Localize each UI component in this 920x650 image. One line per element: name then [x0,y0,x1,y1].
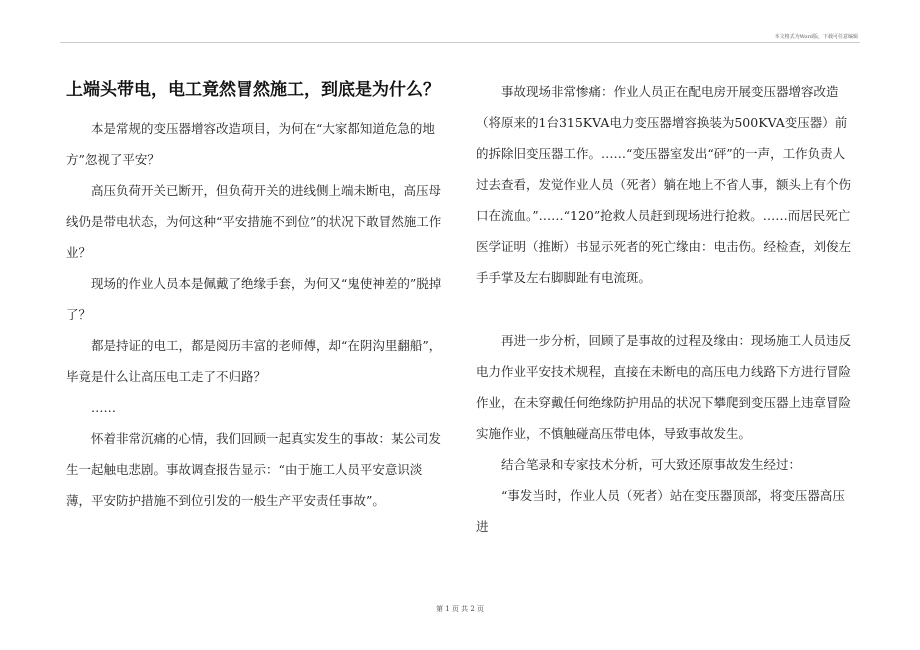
ellipsis-paragraph: …… [91,400,116,415]
paragraph: 高压负荷开关已断开，但负荷开关的进线侧上端未断电，高压母线仍是带电状态，为何这种“平安措施不到位”的状况下敢冒然施工作业？ [66,183,442,260]
right-column [476,76,854,542]
paragraph: 结合笔录和专家技术分析，可大致还原事故发生经过： [501,457,802,472]
paragraph: 本是常规的变压器增容改造项目，为何在“大家都知道危急的地方”忽视了平安？ [66,121,435,167]
paragraph: 都是持证的电工，都是阅历丰富的老师傅，却“在阴沟里翻船”，毕竟是什么让高压电工走了不归路？ [66,338,442,384]
paragraph: “事发当时，作业人员（死者）站在变压器顶部，将变压器高压进 [476,488,845,534]
paragraph: 再进一步分析，回顾了是事故的过程及缘由：现场施工人员违反电力作业平安技术规程，直接在未断电的高压电力线路下方进行冒险作业，在未穿戴任何绝缘防护用品的状况下攀爬到变压器上违章冒险实施作业，不慎触碰高压带电体，导致事故发生。 [476,333,852,441]
left-column [66,76,444,516]
article-title: 上端头带电，电工竟然冒然施工，到底是为什么？ [66,80,440,100]
header-divider [60,42,860,43]
paragraph: 现场的作业人员本是佩戴了绝缘手套，为何又“鬼使神差的”脱掉了？ [66,276,442,322]
header-note: 本文格式为Word版，下载可任意编辑 [774,34,858,40]
paragraph: 怀着非常沉痛的心情，我们回顾一起真实发生的事故：某公司发生一起触电悲剧。事故调查报告显示：“由于施工人员平安意识淡薄，平安防护措施不到位引发的一般生产平安责任事故”。 [66,431,442,508]
paragraph: 事故现场非常惨痛：作业人员正在配电房开展变压器增容改造（将原来的1台315KVA电力变压器增容换装为500KVA变压器）前的拆除旧变压器工作。……“变压器室发出“砰”的一声，工作负责人过去查看，发觉作业人员（死者）躺在地上不省人事，额头上有个伤口在流血。”……“120”抢救人员赶到现场进行抢救。……而居民死亡医学证明（推断）书显示死者的死亡缘由：电击伤。经检查，刘俊左手手掌及左右脚脚趾有电流斑。 [476,84,852,285]
page-number: 第 1 页 共 2 页 [435,605,485,613]
